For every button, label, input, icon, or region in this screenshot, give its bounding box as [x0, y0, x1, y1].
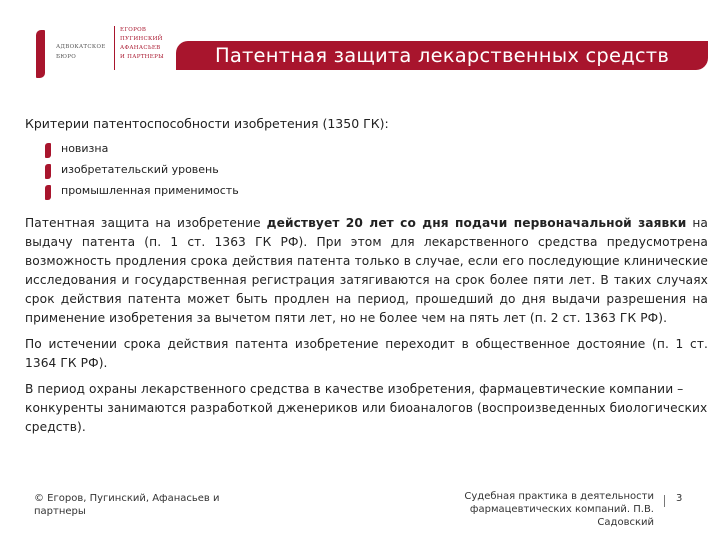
criteria-item-label: промышленная применимость [61, 184, 239, 197]
footer-copyright: © Егоров, Пугинский, Афанасьев и партнеры [34, 493, 220, 517]
criteria-list [25, 139, 708, 202]
footer-divider [664, 495, 665, 507]
logo-right-line: ПУГИНСКИЙ [120, 36, 163, 42]
criteria-heading: Критерии патентоспособности изобретения (1350 ГК): [25, 116, 389, 131]
paragraph-text: Патентная защита на изобретение [25, 216, 267, 230]
paragraph-text: на выдачу патента (п. 1 ст. 1363 ГК РФ). При этом для лекарственного средства предусмотрена возможность продления срока действия патента только в случае, если его последующие клинические исследования и государственная регистрация затягиваются на срок более пяти лет. В таких случаях срок действия патента может быть продлен на период, прошедший до дня выдачи разрешения на применение изобретения за вычетом пяти лет, но не более чем на пять лет (п. 2 ст. 1363 ГК РФ). [25, 216, 708, 325]
patent-term-paragraph [25, 214, 708, 328]
list-item [45, 139, 708, 160]
generics-paragraph: В период охраны лекарственного средства в качестве изобретения, фармацевтические компании – конкуренты занимаются разработкой дженериков или биоаналогов (воспроизведенных биологических средств). [25, 382, 708, 434]
logo-mark-icon [36, 30, 45, 78]
slide-content [25, 115, 708, 437]
red-leaf-bullet-icon [45, 185, 51, 200]
logo-right-line: ЕГОРОВ [120, 27, 147, 33]
logo-divider [114, 26, 115, 70]
public-domain-paragraph: По истечении срока действия патента изобретение переходит в общественное достояние (п. 1 ст. 1364 ГК РФ). [25, 337, 708, 370]
criteria-item-label: изобретательский уровень [61, 163, 219, 176]
list-item [45, 160, 708, 181]
logo-right-line: И ПАРТНЕРЫ [120, 54, 164, 60]
slide-title: Патентная защита лекарственных средств [214, 44, 670, 67]
criteria-item-label: новизна [61, 142, 109, 155]
red-leaf-bullet-icon [45, 143, 51, 158]
footer-presentation-info: Судебная практика в деятельности фармацевтических компаний. П.В. Садовский [464, 491, 654, 528]
page-number: 3 [676, 493, 683, 504]
logo-left-line: АДВОКАТСКОЕ [56, 44, 106, 50]
list-item [45, 181, 708, 202]
emphasis-text: действует 20 лет со дня подачи первоначальной заявки [266, 216, 687, 230]
red-leaf-bullet-icon [45, 164, 51, 179]
title-bar [176, 41, 708, 70]
logo-right-line: АФАНАСЬЕВ [120, 45, 161, 51]
logo-left-text [56, 42, 118, 62]
logo-left-line: БЮРО [56, 54, 77, 60]
